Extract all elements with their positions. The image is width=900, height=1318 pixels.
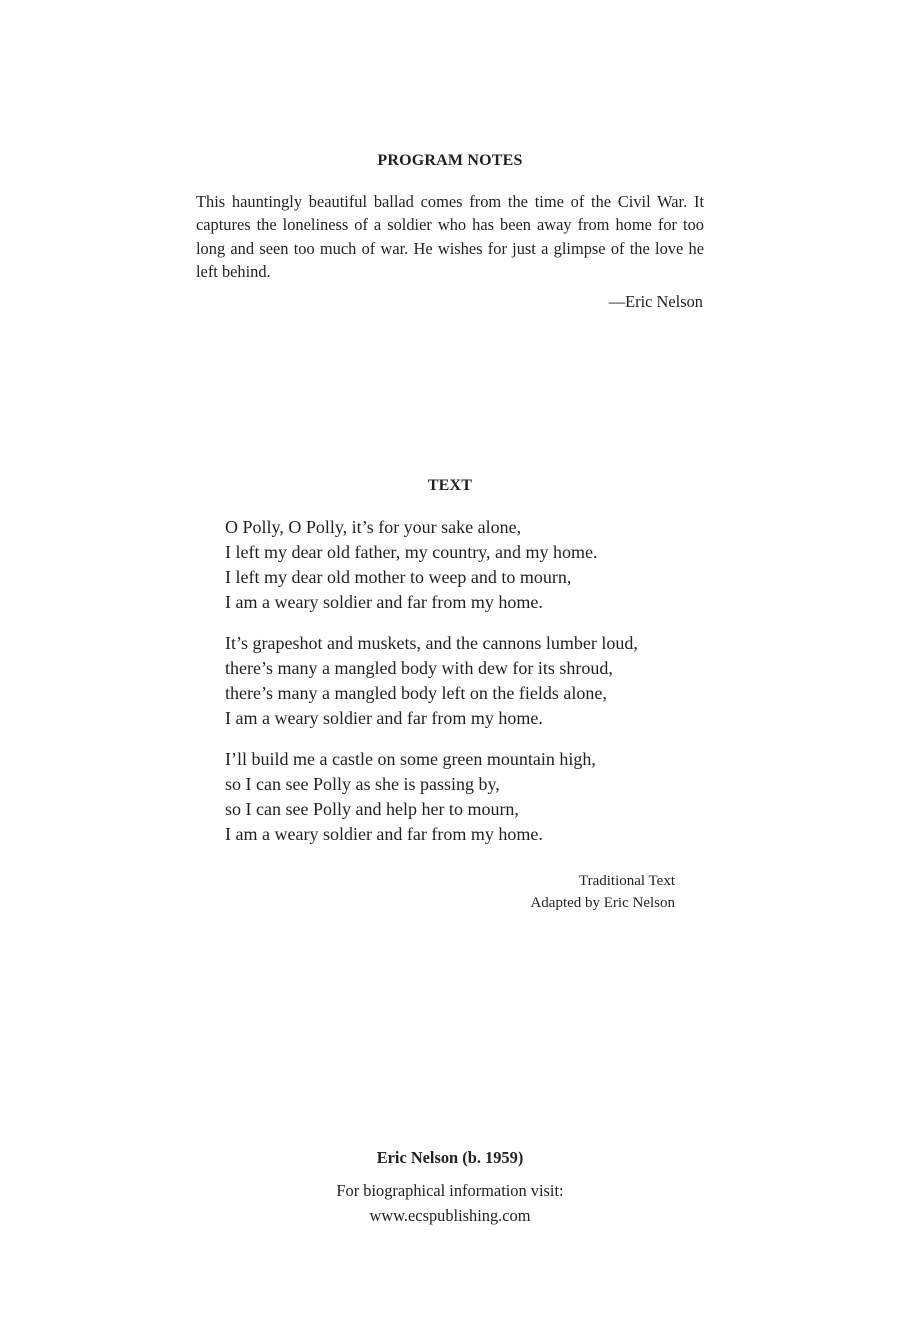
composer-info-text: For biographical information visit: (336, 1181, 564, 1200)
stanza-2 (225, 631, 685, 731)
poem-line: I am a weary soldier and far from my home. (225, 708, 543, 728)
notes-line-2: It captures the loneliness of a soldier who has been away from home for (196, 192, 704, 235)
program-notes-heading: PROGRAM NOTES (377, 152, 523, 169)
text-heading: TEXT (427, 477, 473, 494)
credit-traditional: Traditional Text (578, 873, 675, 889)
composer-info (0, 1178, 900, 1228)
composer-block (0, 1148, 900, 1228)
program-notes-body (196, 190, 704, 284)
notes-line-3: too long and seen too much of war. He wishes for just a glimpse of the (196, 215, 704, 258)
notes-line-4: love he left behind. (196, 238, 704, 282)
poem-line: there’s many a mangled body left on the fields alone, (225, 683, 607, 703)
poem-line: I am a weary soldier and far from my home. (225, 824, 543, 844)
poem-line: I left my dear old father, my country, and my home. (225, 542, 598, 562)
poem-line: there’s many a mangled body with dew for its shroud, (225, 658, 613, 678)
poem-line: I am a weary soldier and far from my home. (225, 592, 543, 612)
poem-line: so I can see Polly and help her to mourn, (225, 799, 519, 819)
text-credits (400, 870, 675, 914)
credit-adapted: Adapted by Eric Nelson (530, 895, 675, 911)
program-notes-signature: —Eric Nelson (608, 292, 703, 311)
notes-line (196, 190, 704, 284)
composer-website: www.ecspublishing.com (369, 1206, 531, 1225)
poem-line: I’ll build me a castle on some green mountain high, (225, 749, 596, 769)
poem-line: O Polly, O Polly, it’s for your sake alone, (225, 517, 522, 537)
poem-line: It’s grapeshot and muskets, and the cannons lumber loud, (225, 633, 638, 653)
poem-line: so I can see Polly as she is passing by, (225, 774, 500, 794)
stanza-3 (225, 747, 685, 847)
composer-name: Eric Nelson (b. 1959) (376, 1148, 524, 1167)
notes-line-1: This hauntingly beautiful ballad comes from the time of the Civil War. (196, 192, 688, 211)
stanza-1 (225, 515, 685, 615)
poem-line: I left my dear old mother to weep and to mourn, (225, 567, 572, 587)
